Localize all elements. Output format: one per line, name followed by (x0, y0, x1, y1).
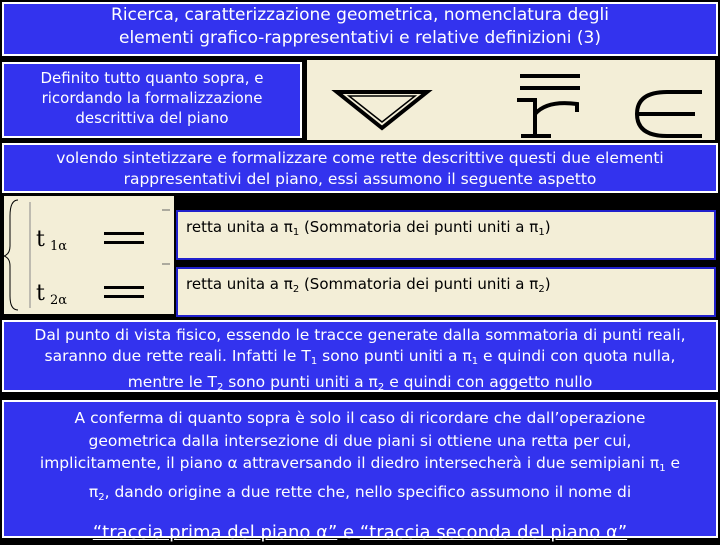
row2-pi: π (283, 275, 293, 293)
row2-sub: 2 (292, 284, 300, 295)
equals-top (520, 74, 580, 78)
trace-row-2 (176, 267, 716, 317)
confirm-line-3-sub: 1 (659, 463, 666, 474)
row1-middle: (Sommatoria dei punti uniti a (299, 218, 530, 236)
system-bracket-panel (4, 196, 174, 314)
intro-line-2: rappresentativi del piano, essi assumono il seguente aspetto (123, 170, 597, 188)
physical-line-1: Dal punto di vista fisico, essendo le tracce generate dalla sommatoria di punti reali, (34, 326, 686, 344)
trace-row-1 (176, 210, 716, 260)
formula-t1-eq-top (104, 232, 144, 235)
physical-line-2-sub: 1 (310, 356, 318, 367)
physical-line-2c: e quindi con quota nulla, (478, 347, 676, 365)
row1-sub: 1 (292, 227, 300, 238)
row2-sub2: 2 (538, 284, 545, 295)
definition-line-1: Definito tutto quanto sopra, e (40, 69, 264, 87)
trace-names (4, 522, 716, 545)
row2-prefix: retta unita a (186, 275, 284, 293)
physical-line-2-sub2: 1 (471, 356, 479, 367)
physical-line-3b: sono punti uniti a π (223, 373, 378, 391)
confirm-line-3b: e (665, 454, 681, 472)
row2-suffix: ) (544, 275, 551, 293)
physical-line-3-sub: 2 (216, 382, 224, 393)
confirm-line-3 (4, 452, 716, 481)
physical-line-2 (4, 346, 716, 372)
physical-line-2b: sono punti uniti a π (317, 347, 472, 365)
confirm-line-4-sub: 2 (98, 491, 105, 503)
definition-line-3: descrittiva del piano (75, 109, 229, 127)
formula-t2-eq-bottom (104, 295, 144, 298)
title-line-1: Ricerca, caratterizzazione geometrica, nomenclatura degli (111, 5, 609, 25)
formula-t2-sub: 2α (50, 293, 68, 308)
physical-line-3 (4, 372, 716, 398)
term-first-trace: “traccia prima del piano α” (92, 522, 338, 543)
equals-bottom (520, 86, 580, 90)
physical-line-2a: saranno due rette reali. Infatti le T (44, 347, 311, 365)
term-second-trace: “traccia seconda del piano α” (359, 522, 628, 543)
physical-line-3-sub2: 2 (377, 382, 385, 393)
formula-t2-eq-top (104, 286, 144, 289)
row2-middle: (Sommatoria dei punti uniti a (299, 275, 530, 293)
title-box (2, 2, 718, 56)
physical-line-3c: e quindi con aggetto nullo (384, 373, 593, 391)
confirm-line-3a: implicitamente, il piano α attraversando il diedro intersecherà i due semipiani π (39, 454, 660, 472)
intro-box (2, 143, 718, 193)
trace-formulas-graphic (4, 196, 174, 314)
row1-suffix: ) (544, 218, 551, 236)
title-line-2: elementi grafico-rappresentativi e relative definizioni (3) (118, 28, 602, 48)
confirm-line-1: A conferma di quanto sopra è solo il caso di ricordare che dall’operazione (74, 409, 646, 427)
plane-formula-panel (307, 60, 715, 140)
formula-t1-eq-bottom (104, 241, 144, 244)
confirm-line-4b: , dando origine a due rette che, nello specifico assumono il nome di (104, 482, 632, 501)
physical-line-3a: mentre le T (127, 373, 217, 391)
row1-pi: π (283, 218, 293, 236)
row2-pi2: π (529, 275, 539, 293)
plane-formula-graphic (307, 60, 715, 140)
row1-pi2: π (529, 218, 539, 236)
term-and: e (337, 522, 360, 543)
row1-prefix: retta unita a (186, 218, 284, 236)
confirm-box (2, 400, 718, 543)
element-of-symbol (637, 92, 702, 136)
r-symbol (517, 100, 577, 136)
physical-box (2, 320, 718, 392)
intro-line-1: volendo sintetizzare e formalizzare come rette descrittive questi due elementi (56, 149, 664, 167)
definition-box (2, 62, 302, 138)
row1-sub2: 1 (538, 227, 545, 238)
brace-symbol (4, 200, 18, 310)
formula-t2: t (36, 281, 45, 306)
confirm-line-4a: π (88, 482, 99, 501)
definition-line-2: ricordando la formalizzazione (41, 89, 263, 107)
formula-t1-sub: 1α (50, 239, 68, 254)
confirm-line-2: geometrica dalla intersezione di due piani si ottiene una retta per cui, (88, 431, 632, 450)
confirm-line-4 (4, 481, 716, 510)
formula-t1: t (36, 227, 45, 252)
